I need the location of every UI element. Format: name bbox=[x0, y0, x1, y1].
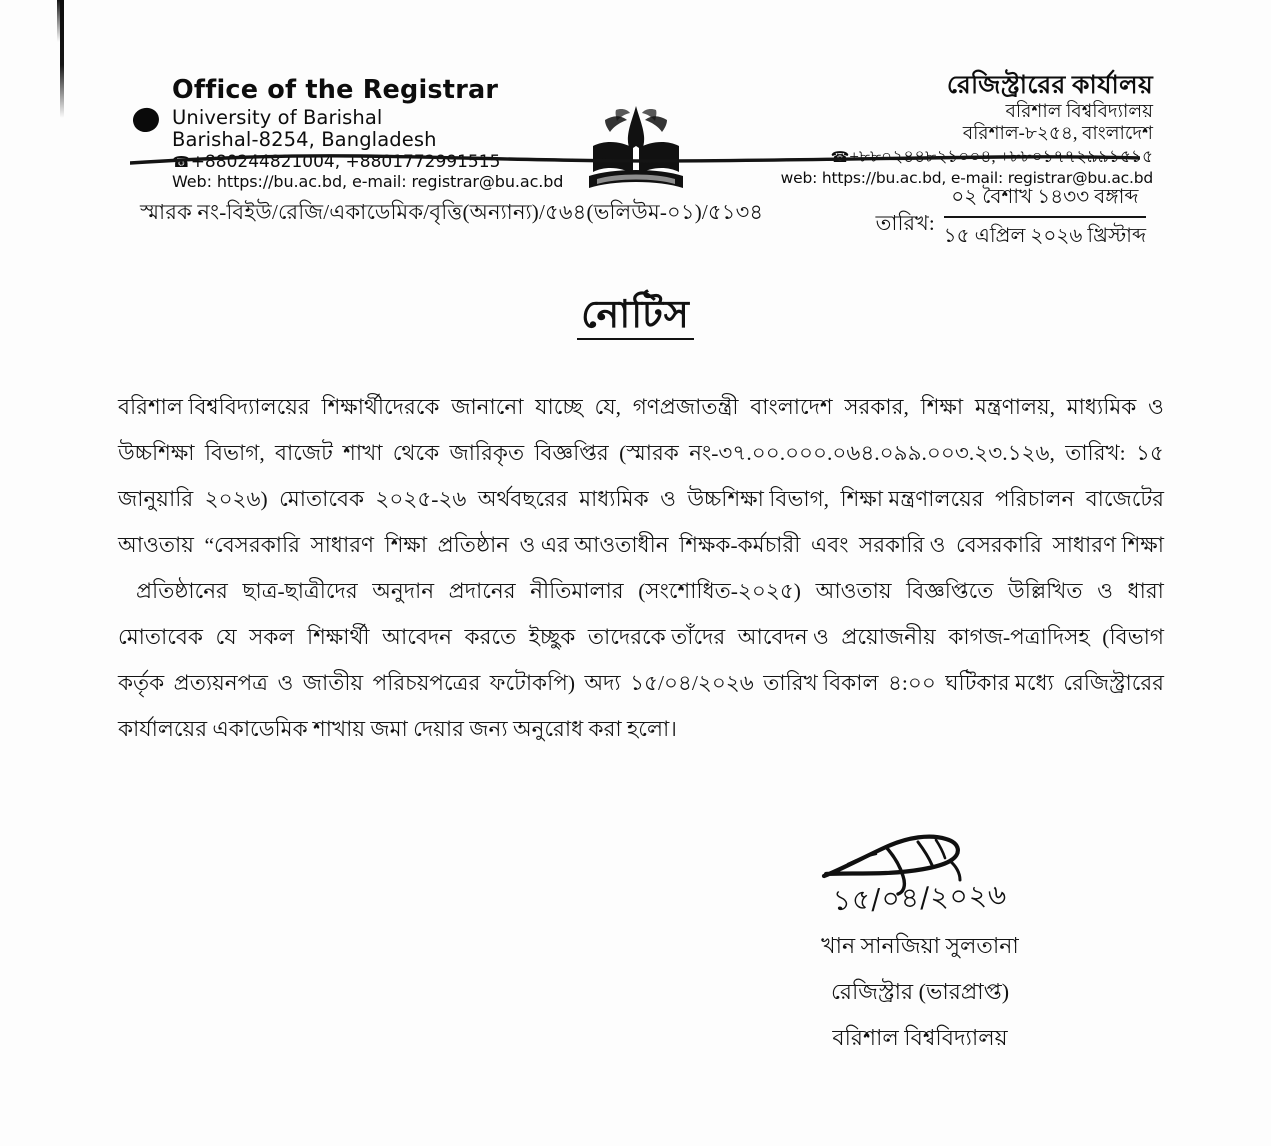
body-word: মাধ্যমিক bbox=[1066, 395, 1137, 419]
body-line bbox=[118, 614, 1164, 660]
body-word: অদ্য bbox=[584, 671, 621, 695]
body-word: প্রতিষ্ঠান bbox=[437, 533, 510, 557]
body-word: জাতীয় bbox=[302, 671, 364, 695]
signature-block bbox=[700, 830, 1140, 1058]
letterhead-bengali bbox=[733, 72, 1153, 187]
english-web-email-line: Web: https://bu.ac.bd, e-mail: registrar@bu.ac.bd bbox=[172, 172, 564, 192]
body-word: কাগজ-পত্রাদিসহ bbox=[948, 625, 1090, 649]
body-word: বেসরকারি bbox=[956, 533, 1042, 557]
body-word: শিক্ষার্থীদেরকে bbox=[321, 395, 440, 419]
date-gregorian-calendar: ১৫ এপ্রিল ২০২৬ খ্রিস্টাব্দ bbox=[943, 225, 1146, 247]
body-word: গণপ্রজাতন্ত্রী bbox=[632, 395, 739, 419]
bengali-address: বরিশাল-৮২৫৪, বাংলাদেশ bbox=[962, 124, 1153, 145]
telephone-icon: ☎ bbox=[172, 153, 191, 172]
body-word: রেজিস্ট্রারের bbox=[1063, 671, 1164, 695]
body-word: বাজেট bbox=[275, 441, 333, 465]
body-word: শিক্ষা bbox=[920, 395, 964, 419]
body-word: প্রতিষ্ঠানের bbox=[136, 579, 228, 603]
english-university-name: University of Barishal bbox=[172, 105, 383, 129]
body-word: আওতায় bbox=[118, 533, 194, 557]
body-word: কর্তৃক bbox=[118, 671, 165, 695]
body-line bbox=[118, 384, 1164, 430]
body-word: বিভাগ, bbox=[204, 441, 265, 465]
body-word: সরকারি ও bbox=[859, 533, 946, 557]
body-word: থেকে bbox=[392, 441, 440, 465]
body-word: মোতাবেক bbox=[118, 625, 203, 649]
bengali-university-name: বরিশাল বিশ্ববিদ্যালয় bbox=[1005, 101, 1153, 122]
notice-title-text: নোটিস bbox=[577, 294, 694, 340]
body-word: সরকার, bbox=[844, 395, 909, 419]
english-office-title: Office of the Registrar bbox=[172, 75, 499, 105]
body-word: তাদেরকে তাঁদের bbox=[587, 625, 726, 649]
body-word: যে, bbox=[594, 395, 621, 419]
body-word: উচ্চশিক্ষা বিভাগ, bbox=[687, 487, 830, 511]
english-address: Barishal-8254, Bangladesh bbox=[172, 128, 437, 152]
page-title bbox=[0, 285, 1271, 349]
body-word: “বেসরকারি bbox=[204, 533, 300, 557]
body-word: ও bbox=[277, 671, 294, 695]
body-word: জানানো bbox=[451, 395, 524, 419]
body-word: মোতাবেক bbox=[279, 487, 364, 511]
body-word: ইচ্ছুক bbox=[528, 625, 576, 649]
body-word: ছাত্র-ছাত্রীদের bbox=[242, 579, 358, 603]
body-word: বিজ্ঞপ্তির bbox=[534, 441, 609, 465]
body-line bbox=[118, 476, 1164, 522]
memo-number: স্মারক নং-বিইউ/রেজি/একাডেমিক/বৃত্তি(অন্যান্য)/৫৬৪(ভলিউম-০১)/৫১৩৪ bbox=[140, 200, 764, 224]
body-word: আওতায় bbox=[815, 579, 892, 603]
bengali-office-title: রেজিস্ট্রারের কার্যালয় bbox=[946, 72, 1153, 99]
signatory-name: খান সানজিয়া সুলতানা bbox=[821, 933, 1019, 958]
body-word: বিজ্ঞপ্তিতে bbox=[906, 579, 994, 603]
bengali-web-email-line: web: https://bu.ac.bd, e-mail: registrar@bu.ac.bd bbox=[780, 168, 1153, 187]
letterhead-english bbox=[172, 76, 572, 191]
body-word: যে bbox=[215, 625, 237, 649]
body-word: জারিকৃত bbox=[449, 441, 525, 465]
body-word: বাংলাদেশ bbox=[750, 395, 833, 419]
body-word: মাধ্যমিক bbox=[579, 487, 649, 511]
body-word: নং-৩৭.০০.০০০.০৬৪.০৯৯.০০৩.২৩.১২৬, bbox=[689, 441, 1055, 465]
body-line bbox=[118, 430, 1164, 476]
body-line bbox=[118, 522, 1164, 568]
body-word: এবং bbox=[810, 533, 849, 557]
body-word: পরিচয়পত্রের bbox=[372, 671, 481, 695]
date-values bbox=[944, 182, 1146, 254]
signatory-organization: বরিশাল বিশ্ববিদ্যালয় bbox=[832, 1025, 1008, 1050]
date-label: তারিখ: bbox=[875, 210, 935, 235]
body-word: আবেদন ও bbox=[737, 625, 829, 649]
body-line-last: কার্যালয়ের একাডেমিক শাখায় জমা দেয়ার জন্য অনুরোধ করা হলো। bbox=[118, 717, 677, 741]
body-paragraph bbox=[118, 384, 1164, 752]
body-word: জানুয়ারি bbox=[118, 487, 194, 511]
notice-body bbox=[118, 384, 1164, 752]
body-word: (সংশোধিত-২০২৫) bbox=[638, 579, 801, 603]
body-word: ১৫ bbox=[1135, 441, 1164, 465]
body-word: প্রয়োজনীয় bbox=[841, 625, 936, 649]
body-word: পরিচালন bbox=[995, 487, 1075, 511]
body-word: ফটোকপি) bbox=[489, 671, 575, 695]
english-phone-value: +880244821004, +8801772991515 bbox=[190, 152, 501, 173]
body-word: নীতিমালার bbox=[530, 579, 624, 603]
memo-date-block bbox=[876, 182, 1146, 254]
body-word: (স্মারক bbox=[619, 441, 679, 465]
date-bengali-calendar: ০২ বৈশাখ ১৪৩৩ বঙ্গাব্দ bbox=[944, 182, 1146, 218]
bengali-phone-value: +৮৮০২৪৪৮২১০০৪, +৮৮০১৭৭২৯৯১৫১৫ bbox=[849, 147, 1153, 167]
handwritten-date: ১৫/০৪/২০২৬ bbox=[832, 877, 1008, 918]
body-word: শিক্ষা bbox=[384, 533, 428, 557]
body-word: সাধারণ শিক্ষা bbox=[1052, 533, 1164, 557]
letterhead bbox=[0, 36, 1271, 192]
body-word: শাখা bbox=[343, 441, 383, 465]
body-word: ২০২৫-২৬ bbox=[375, 487, 467, 511]
university-of-barishal-logo bbox=[583, 84, 689, 192]
body-word: ও এর আওতাধীন bbox=[519, 533, 669, 557]
body-word: শিক্ষার্থী bbox=[306, 625, 370, 649]
body-word: বরিশাল বিশ্ববিদ্যালয়ের bbox=[118, 395, 310, 419]
body-word: তারিখ বিকাল bbox=[763, 671, 879, 695]
body-word: ও bbox=[1148, 395, 1164, 419]
body-word: অর্থবছরের bbox=[477, 487, 568, 511]
signatory-designation: রেজিস্ট্রার (ভারপ্রাপ্ত) bbox=[830, 979, 1010, 1004]
body-word: আবেদন bbox=[382, 625, 452, 649]
body-word: ঘটিকার মধ্যে bbox=[945, 671, 1054, 695]
body-word: ও bbox=[660, 487, 676, 511]
body-word: ২০২৬) bbox=[204, 487, 268, 511]
body-word: মন্ত্রণালয়, bbox=[974, 395, 1056, 419]
telephone-icon: ☎ bbox=[830, 150, 850, 167]
body-word: প্রদানের bbox=[448, 579, 516, 603]
body-word: ও bbox=[1097, 579, 1113, 603]
body-word: উল্লিখিত bbox=[1007, 579, 1083, 603]
body-word: সকল bbox=[249, 625, 295, 649]
body-word: যাচ্ছে bbox=[535, 395, 583, 419]
body-word: অনুদান bbox=[372, 579, 435, 603]
body-line bbox=[118, 660, 1164, 706]
body-word: ৪:০০ bbox=[887, 671, 936, 695]
body-word: করতে bbox=[464, 625, 517, 649]
bullet-dot-icon bbox=[131, 106, 160, 133]
body-word: ধারা bbox=[1127, 579, 1164, 603]
body-word: শিক্ষা মন্ত্রণালয়ের bbox=[840, 487, 984, 511]
body-word: বাজেটের bbox=[1085, 487, 1164, 511]
body-line bbox=[118, 568, 1164, 614]
body-word: উচ্চশিক্ষা bbox=[118, 441, 195, 465]
body-word: সাধারণ bbox=[310, 533, 375, 557]
header-divider bbox=[130, 150, 1140, 168]
body-word: প্রত্যয়নপত্র bbox=[173, 671, 268, 695]
body-word: শিক্ষক-কর্মচারী bbox=[679, 533, 801, 557]
body-word: ১৫/০৪/২০২৬ bbox=[630, 671, 754, 695]
body-word: (বিভাগ bbox=[1102, 625, 1164, 649]
body-word: তারিখ: bbox=[1065, 441, 1126, 465]
